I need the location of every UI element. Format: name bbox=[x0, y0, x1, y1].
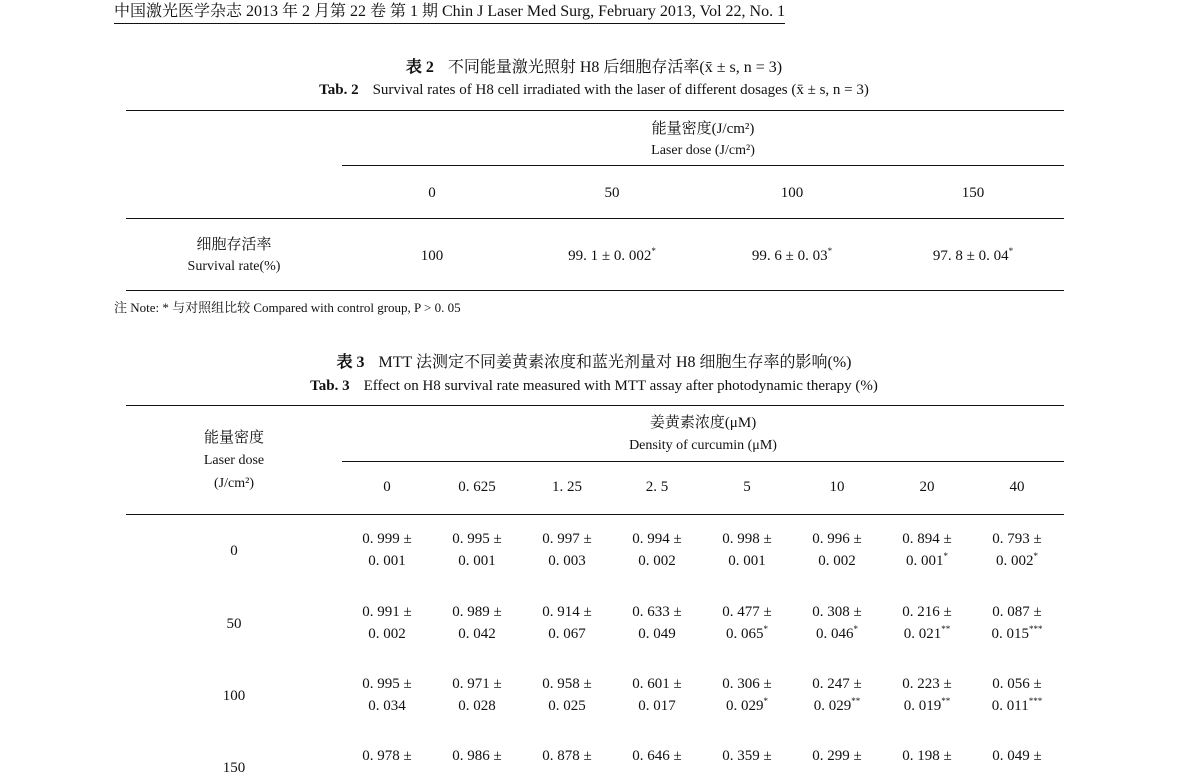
table3-cell-sd bbox=[882, 695, 972, 717]
table3-cell-sd bbox=[792, 550, 882, 572]
table3-cell-mean: 0. 998 ± bbox=[722, 531, 772, 547]
table3-cell-mean: 0. 914 ± bbox=[542, 604, 592, 620]
table3-cell-sd-text: 0. 065 bbox=[726, 626, 764, 642]
table3-cell-mean: 0. 223 ± bbox=[902, 676, 952, 692]
table3-cell-mean: 0. 793 ± bbox=[992, 531, 1042, 547]
table3-cell bbox=[612, 745, 702, 767]
table3-cell bbox=[522, 528, 612, 572]
table3-concentration-header: 10 bbox=[829, 479, 845, 495]
significance-mark: * bbox=[827, 246, 833, 256]
table3-cell-sd-text: 0. 067 bbox=[548, 626, 586, 642]
table3-cell-sd-text: 0. 001 bbox=[458, 553, 496, 569]
table2-footnote: 注 Note: * 与对照组比较 Compared with control group, P > 0. 05 bbox=[114, 300, 461, 315]
table3-cell-mean: 0. 991 ± bbox=[362, 604, 412, 620]
table3-cell-mean: 0. 299 ± bbox=[812, 748, 862, 764]
significance-mark: * bbox=[943, 551, 948, 561]
table3-cell bbox=[522, 601, 612, 645]
table3-cell-mean: 0. 308 ± bbox=[812, 604, 862, 620]
table3-cell-sd-text: 0. 001 bbox=[728, 553, 766, 569]
table3-cell bbox=[972, 745, 1062, 767]
table2-value bbox=[342, 245, 522, 267]
table2-title-en: Survival rates of H8 cell irradiated with the laser of different dosages (x̄ ± s, n = 3) bbox=[372, 82, 869, 98]
table3-cell-mean: 0. 087 ± bbox=[992, 604, 1042, 620]
table3-cell-sd-text: 0. 002 bbox=[818, 553, 856, 569]
significance-mark: * bbox=[1008, 246, 1014, 256]
table3-concentration-header: 40 bbox=[1009, 479, 1025, 495]
table2-dose-header: 150 bbox=[961, 185, 985, 201]
table3-cell-sd-text: 0. 003 bbox=[548, 553, 586, 569]
table3-cell-sd bbox=[612, 550, 702, 572]
table2-value-text: 99. 1 ± 0. 002 bbox=[568, 248, 652, 264]
table3-cell-sd bbox=[702, 550, 792, 572]
table3-concentration-header: 1. 25 bbox=[552, 479, 582, 495]
table3-cell-mean: 0. 996 ± bbox=[812, 531, 862, 547]
table3-cell bbox=[342, 745, 432, 767]
table3-cell-mean: 0. 986 ± bbox=[452, 748, 502, 764]
table3-top-rule bbox=[126, 405, 1064, 406]
table3-cell-sd-text: 0. 002 bbox=[638, 553, 676, 569]
table3-cell-mean: 0. 978 ± bbox=[362, 748, 412, 764]
table3-cell-sd-text: 0. 028 bbox=[458, 698, 496, 714]
significance-mark: * bbox=[853, 624, 858, 634]
table3-cell-sd bbox=[432, 623, 522, 645]
table3-cell-sd bbox=[882, 550, 972, 572]
table3-cell-sd bbox=[342, 550, 432, 572]
table3-group-rule bbox=[342, 461, 1064, 462]
table3-cell-sd-text: 0. 034 bbox=[368, 698, 406, 714]
table2-row-label-en: Survival rate(%) bbox=[187, 259, 281, 274]
table3-cell bbox=[612, 673, 702, 717]
table3-cell-sd bbox=[612, 695, 702, 717]
table2-value-text: 99. 6 ± 0. 03 bbox=[751, 248, 828, 264]
table3-cell-mean: 0. 989 ± bbox=[452, 604, 502, 620]
table3-cell-sd-text: 0. 046 bbox=[816, 626, 854, 642]
table3-cell bbox=[882, 601, 972, 645]
table3-row-header-en: Laser dose bbox=[203, 453, 265, 468]
table3-cell bbox=[432, 745, 522, 767]
table3-cell-mean: 0. 306 ± bbox=[722, 676, 772, 692]
table3-cell bbox=[972, 673, 1062, 717]
table3-cell-sd bbox=[972, 550, 1062, 572]
table3-cell-mean: 0. 971 ± bbox=[452, 676, 502, 692]
table2-bottom-rule bbox=[126, 290, 1064, 291]
table2-value bbox=[522, 245, 702, 267]
table3-cell bbox=[792, 601, 882, 645]
table3-cell bbox=[432, 601, 522, 645]
significance-mark: * bbox=[651, 246, 656, 256]
table2-dose-header: 0 bbox=[428, 185, 436, 201]
table3-cell bbox=[342, 601, 432, 645]
significance-mark: * bbox=[763, 696, 768, 706]
table3-cell bbox=[702, 601, 792, 645]
table3-cell-sd bbox=[882, 623, 972, 645]
table3-cell bbox=[342, 528, 432, 572]
table3-title-en: Effect on H8 survival rate measured with MTT assay after photodynamic therapy (%) bbox=[363, 378, 878, 394]
table3-cell bbox=[972, 601, 1062, 645]
table3-cell-sd bbox=[792, 695, 882, 717]
table3-cell-sd bbox=[522, 550, 612, 572]
table3-row-dose: 0 bbox=[230, 543, 238, 559]
table3-cell-mean: 0. 359 ± bbox=[722, 748, 772, 764]
table2-value bbox=[882, 245, 1064, 267]
table3-cell bbox=[882, 673, 972, 717]
table3-cell-mean: 0. 049 ± bbox=[992, 748, 1042, 764]
table3-cell bbox=[792, 673, 882, 717]
table3-row-dose: 50 bbox=[226, 616, 242, 632]
table3-concentration-header: 0 bbox=[383, 479, 391, 495]
table3-cell-sd bbox=[702, 623, 792, 645]
table3-cell bbox=[522, 745, 612, 767]
significance-mark: *** bbox=[1028, 696, 1043, 706]
table3-cell-sd bbox=[432, 550, 522, 572]
table3-cell-sd bbox=[342, 695, 432, 717]
table3-cell-sd-text: 0. 002 bbox=[996, 553, 1034, 569]
table3-cell-sd-text: 0. 049 bbox=[638, 626, 676, 642]
table3-cell bbox=[792, 528, 882, 572]
table3-cell bbox=[702, 745, 792, 767]
table3-row-dose: 150 bbox=[222, 760, 246, 776]
table3-cell-sd bbox=[522, 695, 612, 717]
table3-cell bbox=[522, 673, 612, 717]
table3-cell-sd bbox=[342, 623, 432, 645]
table3-cell-mean: 0. 999 ± bbox=[362, 531, 412, 547]
significance-mark: ** bbox=[941, 624, 951, 634]
table3-label-cn: 表 3 bbox=[336, 354, 365, 371]
table3-cell-mean: 0. 247 ± bbox=[812, 676, 862, 692]
table3-cell bbox=[972, 528, 1062, 572]
table3-row-dose: 100 bbox=[222, 688, 246, 704]
table3-concentration-header: 0. 625 bbox=[458, 479, 496, 495]
table2-caption-en bbox=[0, 82, 1188, 99]
table2-header-rule bbox=[126, 218, 1064, 219]
table3-cell-mean: 0. 216 ± bbox=[902, 604, 952, 620]
table2-dose-header: 100 bbox=[780, 185, 804, 201]
table3-cell bbox=[342, 673, 432, 717]
significance-mark: *** bbox=[1029, 624, 1043, 634]
table3-cell-sd-text: 0. 029 bbox=[726, 698, 764, 714]
table3-row-header-unit: (J/cm²) bbox=[214, 476, 254, 491]
table3-cell bbox=[432, 528, 522, 572]
table2-label-cn: 表 2 bbox=[405, 59, 434, 76]
table2-value-text: 97. 8 ± 0. 04 bbox=[932, 248, 1009, 264]
table3-cell-mean: 0. 601 ± bbox=[632, 676, 682, 692]
table3-header-rule bbox=[126, 514, 1064, 515]
table2-top-rule bbox=[126, 110, 1064, 111]
table3-cell-sd bbox=[702, 695, 792, 717]
significance-mark: ** bbox=[851, 696, 861, 706]
table3-concentration-header: 2. 5 bbox=[645, 479, 669, 495]
table3-cell bbox=[882, 745, 972, 767]
table3-cell bbox=[702, 528, 792, 572]
table3-cell-sd bbox=[972, 695, 1062, 717]
table3-cell-sd-text: 0. 001 bbox=[906, 553, 944, 569]
table3-cell-mean: 0. 995 ± bbox=[452, 531, 502, 547]
table3-cell-sd-text: 0. 019 bbox=[903, 698, 942, 714]
table3-cell-sd-text: 0. 042 bbox=[458, 626, 496, 642]
table3-cell-mean: 0. 477 ± bbox=[722, 604, 772, 620]
table2-row-label-cn: 细胞存活率 bbox=[196, 237, 272, 253]
significance-mark: * bbox=[1033, 551, 1038, 561]
table3-cell-sd-text: 0. 002 bbox=[368, 626, 406, 642]
table3-cell-mean: 0. 997 ± bbox=[542, 531, 592, 547]
table3-cell-mean: 0. 995 ± bbox=[362, 676, 412, 692]
table2-group-header-cn: 能量密度(J/cm²) bbox=[651, 121, 755, 137]
table3-cell-mean: 0. 894 ± bbox=[902, 531, 952, 547]
table3-cell-sd bbox=[432, 695, 522, 717]
table3-concentration-header: 5 bbox=[743, 479, 751, 495]
table3-cell-sd bbox=[522, 623, 612, 645]
table3-cell bbox=[612, 601, 702, 645]
table3-cell-mean: 0. 994 ± bbox=[632, 531, 682, 547]
table2-label-en: Tab. 2 bbox=[319, 82, 359, 98]
table2-group-header-en: Laser dose (J/cm²) bbox=[651, 143, 755, 158]
table3-cell-mean: 0. 633 ± bbox=[632, 604, 682, 620]
table3-label-en: Tab. 3 bbox=[310, 378, 350, 394]
table2-group-rule bbox=[342, 165, 1064, 166]
table3-cell-sd-text: 0. 025 bbox=[548, 698, 586, 714]
table3-cell-mean: 0. 878 ± bbox=[542, 748, 592, 764]
table2-caption-cn bbox=[0, 54, 1188, 77]
table3-cell bbox=[612, 528, 702, 572]
table3-cell-sd-text: 0. 011 bbox=[991, 698, 1029, 714]
table3-cell-mean: 0. 646 ± bbox=[632, 748, 682, 764]
table2-value bbox=[702, 245, 882, 267]
table3-cell-sd-text: 0. 029 bbox=[813, 698, 852, 714]
table2-value-text: 100 bbox=[420, 248, 444, 264]
table3-cell bbox=[792, 745, 882, 767]
table3-cell-sd bbox=[972, 623, 1062, 645]
significance-mark: ** bbox=[941, 696, 951, 706]
table3-cell-mean: 0. 198 ± bbox=[902, 748, 952, 764]
table2-title-cn: 不同能量激光照射 H8 后细胞存活率(x̄ ± s, n = 3) bbox=[447, 59, 783, 76]
table3-cell-sd bbox=[612, 623, 702, 645]
table3-cell-mean: 0. 056 ± bbox=[992, 676, 1042, 692]
table3-caption-cn bbox=[0, 349, 1188, 372]
table3-group-header-en: Density of curcumin (μM) bbox=[629, 438, 777, 453]
table3-cell-mean: 0. 958 ± bbox=[542, 676, 592, 692]
table3-row-header-cn: 能量密度 bbox=[203, 430, 264, 446]
table3-cell-sd-text: 0. 001 bbox=[368, 553, 406, 569]
table3-cell bbox=[432, 673, 522, 717]
table3-cell-sd bbox=[792, 623, 882, 645]
table3-group-header-cn: 姜黄素浓度(μM) bbox=[649, 415, 757, 431]
table3-caption-en bbox=[0, 378, 1188, 395]
running-head: 中国激光医学杂志 2013 年 2 月第 22 卷 第 1 期 Chin J Laser Med Surg, February 2013, Vol 22, No. 1 bbox=[114, 2, 785, 24]
table3-title-cn: MTT 法测定不同姜黄素浓度和蓝光剂量对 H8 细胞生存率的影响(%) bbox=[378, 354, 852, 371]
table3-cell bbox=[702, 673, 792, 717]
table3-cell bbox=[882, 528, 972, 572]
table3-cell-sd-text: 0. 021 bbox=[903, 626, 942, 642]
table3-cell-sd-text: 0. 015 bbox=[991, 626, 1029, 642]
table2-dose-header: 50 bbox=[604, 185, 620, 201]
table3-concentration-header: 20 bbox=[919, 479, 935, 495]
table3-cell-sd-text: 0. 017 bbox=[638, 698, 676, 714]
significance-mark: * bbox=[763, 624, 768, 634]
